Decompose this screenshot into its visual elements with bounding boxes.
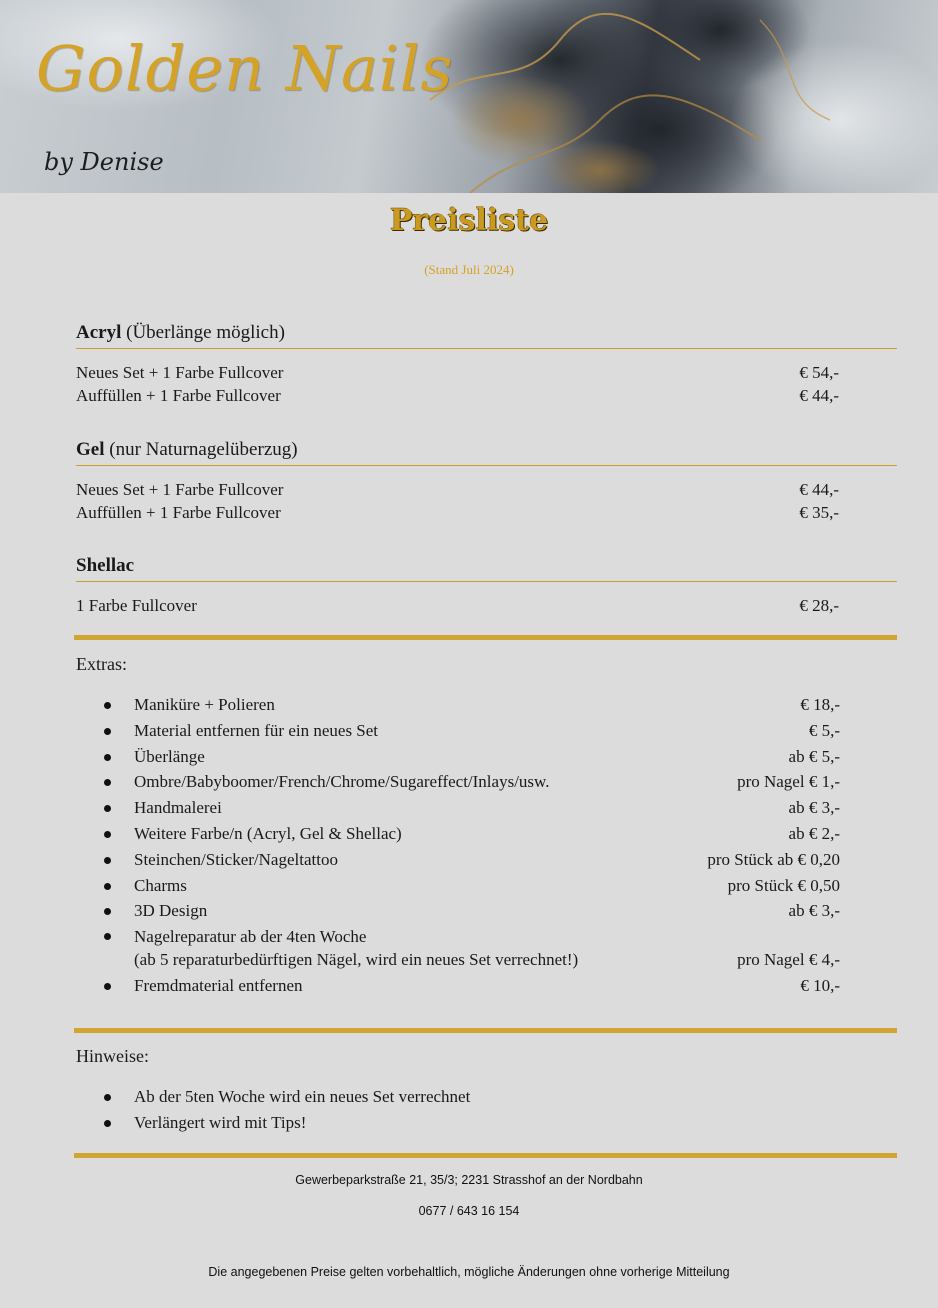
section-name: Shellac (76, 555, 135, 576)
extra-price: € 18,- (800, 695, 840, 714)
extra-label: Charms (134, 875, 187, 895)
extra-label: Handmalerei (134, 798, 222, 818)
footer-phone: 0677 / 643 16 154 (418, 1204, 520, 1218)
service-price: € 44,- (799, 386, 839, 405)
service-label: Neues Set + 1 Farbe Fullcover (76, 480, 284, 499)
price-row (76, 384, 839, 407)
extra-price: ab € 3,- (788, 798, 840, 818)
extra-label: Ombre/Babyboomer/French/Chrome/Sugareffect/Inlays/usw. (134, 772, 550, 792)
page-title: Preisliste (389, 203, 549, 238)
section-heading (76, 555, 897, 582)
extra-price: pro Nagel € 4,- (737, 950, 840, 970)
price-row (76, 594, 839, 617)
list-item (104, 795, 840, 821)
footer-address: Gewerbeparkstraße 21, 35/3; 2231 Strasshof an der Nordbahn (295, 1173, 643, 1187)
extra-label: Material entfernen für ein neues Set (134, 720, 379, 740)
note-text: Verlängert wird mit Tips! (134, 1112, 307, 1132)
price-row (76, 501, 839, 524)
divider (74, 1028, 897, 1033)
extra-label: Nagelreparatur ab der 4ten Woche (134, 927, 367, 947)
bullet-icon (104, 702, 111, 709)
list-item (104, 744, 840, 770)
section-note: (nur Naturnagelüberzug) (104, 439, 298, 460)
extra-price: € 10,- (800, 976, 840, 996)
list-item (104, 847, 840, 873)
service-price: € 28,- (799, 596, 839, 615)
price-row (76, 361, 839, 384)
extra-label: Überlänge (134, 746, 205, 766)
extra-price: ab € 2,- (788, 823, 840, 843)
extra-price: € 5,- (808, 720, 840, 740)
list-item (104, 692, 840, 718)
extra-price: ab € 5,- (788, 746, 840, 766)
list-item (104, 1084, 840, 1110)
extras-list (104, 692, 840, 999)
list-item (104, 821, 840, 847)
list-item (104, 873, 840, 899)
service-label: 1 Farbe Fullcover (76, 596, 197, 615)
section-name: Gel (76, 439, 105, 460)
extra-price: pro Stück ab € 0,20 (707, 849, 840, 869)
brand-logo-title: Golden Nails (36, 32, 454, 105)
list-item (104, 718, 840, 744)
hinweise-list (104, 1084, 840, 1136)
service-price: € 54,- (799, 363, 839, 382)
extra-label: Weitere Farbe/n (Acryl, Gel & Shellac) (134, 823, 402, 843)
extra-label: Maniküre + Polieren (134, 695, 275, 714)
price-list-date: (Stand Juli 2024) (424, 262, 514, 277)
bullet-icon (104, 1094, 111, 1101)
extra-label: Fremdmaterial entfernen (134, 976, 303, 996)
service-label: Neues Set + 1 Farbe Fullcover (76, 363, 284, 382)
service-price: € 35,- (799, 503, 839, 522)
service-label: Auffüllen + 1 Farbe Fullcover (76, 386, 281, 405)
extra-label: Steinchen/Sticker/Nageltattoo (134, 849, 338, 869)
bullet-icon (104, 1120, 111, 1127)
extras-heading: Extras: (76, 654, 127, 674)
service-price: € 44,- (799, 480, 839, 499)
bullet-icon (104, 754, 111, 761)
list-item (104, 1110, 840, 1136)
divider (74, 635, 897, 640)
list-item (104, 769, 840, 795)
bullet-icon (104, 857, 111, 864)
section-heading (76, 322, 897, 349)
note-text: Ab der 5ten Woche wird ein neues Set verrechnet (134, 1087, 471, 1106)
section-gel (76, 439, 897, 524)
section-acryl (76, 322, 897, 407)
section-shellac (76, 555, 897, 617)
list-item (104, 973, 840, 999)
list-item (104, 898, 840, 924)
extra-price: pro Stück € 0,50 (727, 875, 840, 895)
header-banner (0, 0, 938, 193)
extra-label: 3D Design (134, 901, 208, 921)
section-name: Acryl (76, 322, 122, 343)
service-label: Auffüllen + 1 Farbe Fullcover (76, 503, 281, 522)
hinweise-heading: Hinweise: (76, 1046, 149, 1066)
brand-logo-subtitle: by Denise (44, 148, 164, 176)
section-note: (Überlänge möglich) (121, 322, 285, 343)
extra-price: ab € 3,- (788, 901, 840, 921)
price-row (76, 478, 839, 501)
divider (74, 1153, 897, 1158)
bullet-icon (104, 883, 111, 890)
footer-disclaimer: Die angegebenen Preise gelten vorbehaltlich, mögliche Änderungen ohne vorherige Mitteilung (208, 1265, 730, 1279)
bullet-icon (104, 831, 111, 838)
extra-note: (ab 5 reparaturbedürftigen Nägel, wird ein neues Set verrechnet!) (134, 950, 579, 970)
extra-price: pro Nagel € 1,- (737, 772, 840, 792)
list-item (104, 924, 840, 973)
section-heading (76, 439, 897, 466)
bullet-icon (104, 728, 111, 735)
